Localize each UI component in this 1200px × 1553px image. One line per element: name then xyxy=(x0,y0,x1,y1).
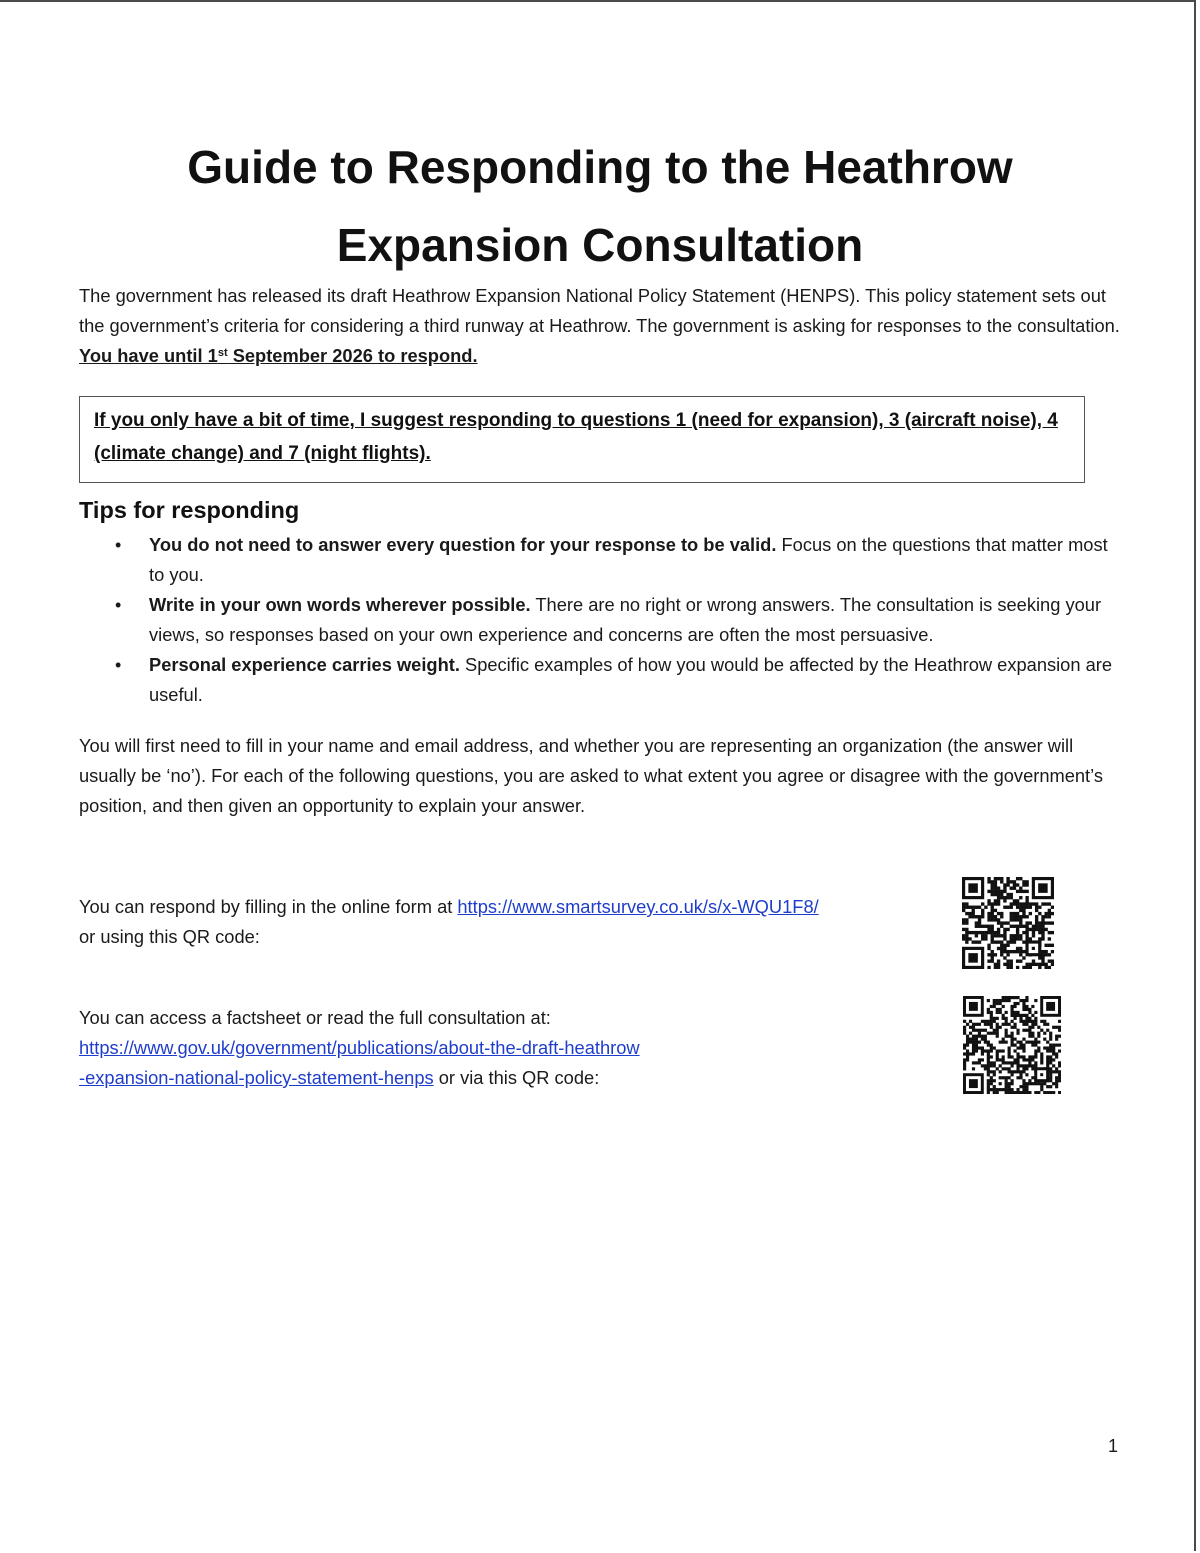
page-number: 1 xyxy=(1108,1436,1119,1456)
consultation-link[interactable]: https://www.gov.uk/government/publications/about-the-draft-heathrow -expansion-national-policy-statement-henps xyxy=(79,1037,640,1088)
intro-text: The government has released its draft Heathrow Expansion National Policy Statement (HENPS). This policy statement sets out the government’s criteria for considering a third runway at Heathrow. The government is asking for responses to the consultation. xyxy=(79,285,1120,336)
intro-paragraph xyxy=(79,281,1124,371)
survey-link[interactable]: https://www.smartsurvey.co.uk/s/x-WQU1F8/ xyxy=(457,896,819,917)
tip-bold-text: Personal experience carries weight. xyxy=(149,654,460,675)
factsheet-prefix: You can access a factsheet or read the full consultation at: xyxy=(79,1007,551,1028)
page-title xyxy=(0,128,1200,284)
tip-bold-text: You do not need to answer every question for your response to be valid. xyxy=(149,534,777,555)
bullet-icon: • xyxy=(115,655,122,675)
bullet-icon: • xyxy=(115,535,122,555)
tips-heading: Tips for responding xyxy=(79,497,300,523)
tip-item xyxy=(79,650,1124,710)
instructions-paragraph: You will first need to fill in your name and email address, and whether you are representing an organization (the answer will usually be ‘no’). For each of the following questions, you are asked to what extent you agree or disagree with the government’s position, and then given an opportunity to explain your answer. xyxy=(79,735,1104,816)
title-line-2: Expansion Consultation xyxy=(336,219,864,271)
tip-bold-text: Write in your own words wherever possible. xyxy=(149,594,531,615)
respond-prefix: You can respond by filling in the online form at xyxy=(79,896,458,917)
tip-text: There are no right or wrong answers. The consultation is seeking your views, so responses based on your own experience and concerns are often the most persuasive. xyxy=(149,594,1102,645)
survey-qr-code-icon xyxy=(962,877,1054,969)
tip-text: Specific examples of how you would be affected by the Heathrow expansion are useful. xyxy=(149,654,1113,705)
tips-list xyxy=(79,530,1124,710)
consultation-qr-code-icon xyxy=(963,996,1061,1094)
respond-paragraph xyxy=(79,892,939,952)
tip-text: Focus on the questions that matter most to you. xyxy=(149,534,1108,585)
priority-questions-callout xyxy=(79,396,1085,483)
title-line-1: Guide to Responding to the Heathrow xyxy=(187,141,1013,193)
tip-item xyxy=(79,590,1124,650)
deadline-text: You have until 1st September 2026 to respond. xyxy=(79,345,478,366)
bullet-icon: • xyxy=(115,595,122,615)
respond-suffix: or using this QR code: xyxy=(79,926,260,947)
factsheet-paragraph xyxy=(79,1003,939,1093)
tip-item xyxy=(79,530,1124,590)
callout-text: If you only have a bit of time, I suggest responding to questions 1 (need for expansion), 3 (aircraft noise), 4 (climate change) and 7 (night flights). xyxy=(94,410,1058,464)
factsheet-suffix: or via this QR code: xyxy=(433,1067,600,1088)
